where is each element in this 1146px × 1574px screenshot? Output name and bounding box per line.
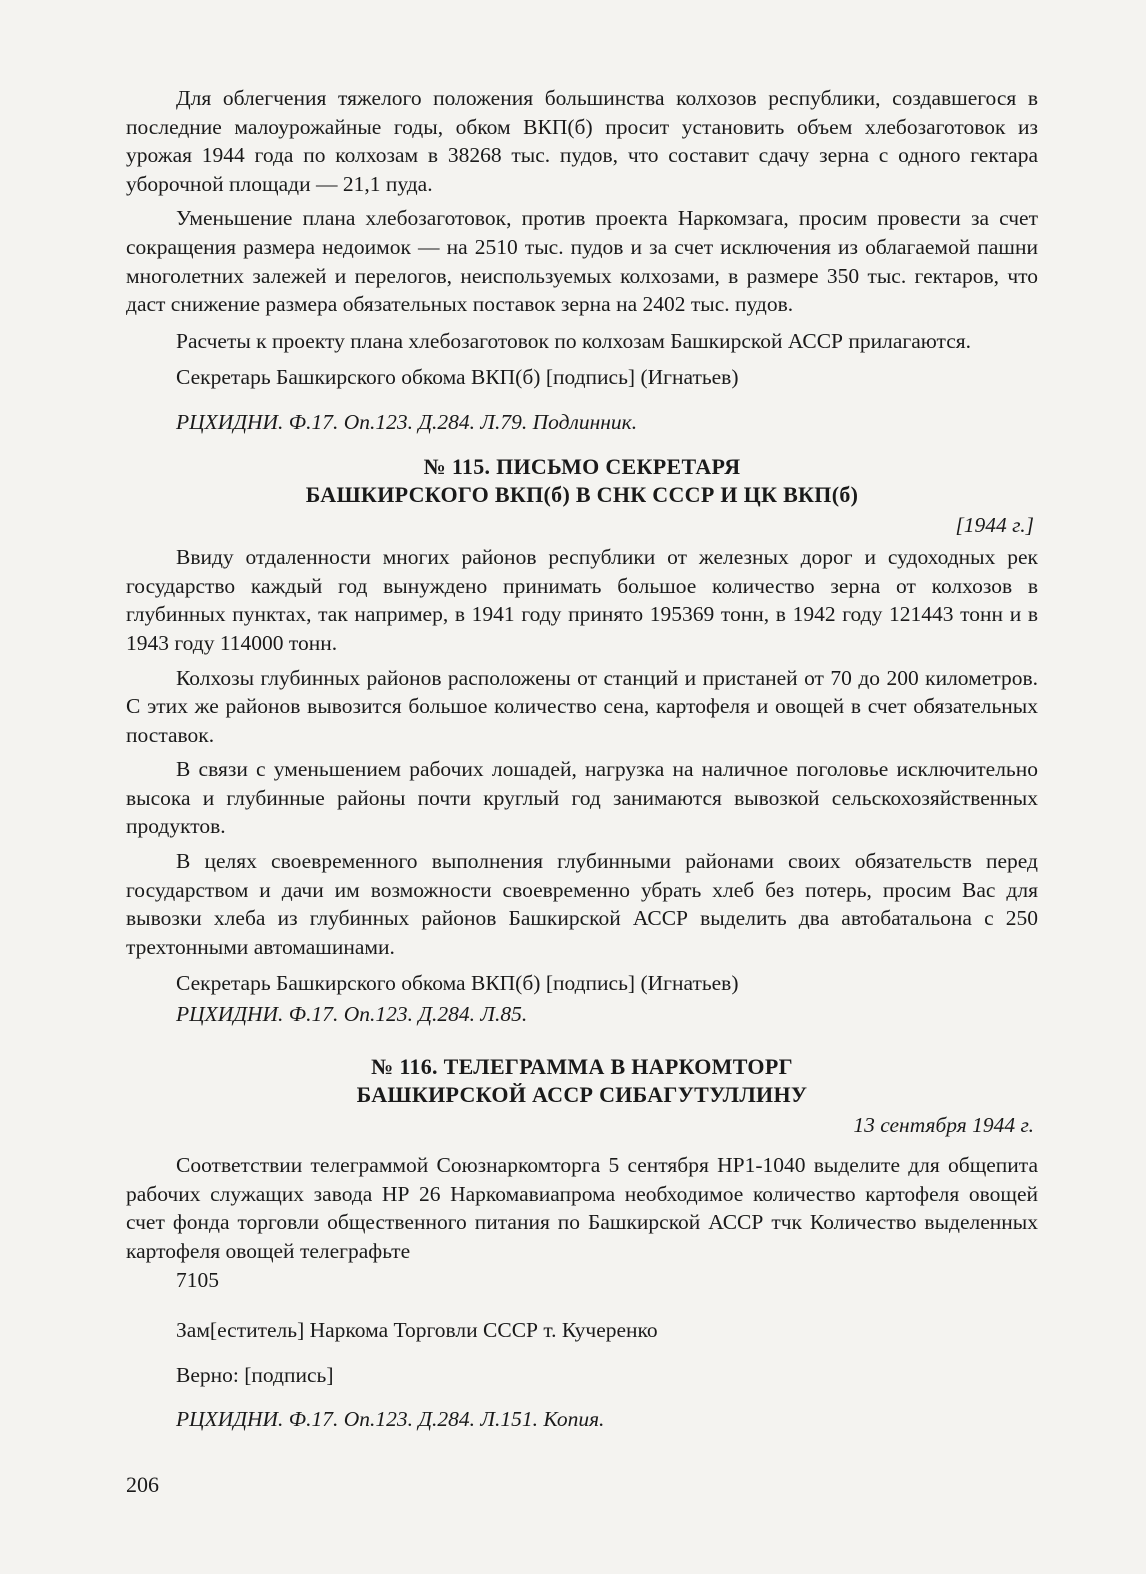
paragraph: В целях своевременного выполнения глубинными районами своих обязательств перед государством и дачи им возможности своевременно убрать хлеб без потерь, просим Вас для вывозки хлеба из глубинных районов Башкирской АССР выделить два автобатальона с 250 трехтонными автомашинами. bbox=[126, 849, 1038, 959]
page-number: 206 bbox=[126, 1472, 159, 1497]
paragraph: Для облегчения тяжелого положения большинства колхозов республики, создавшегося в последние малоурожайные годы, обком ВКП(б) просит установить объем хлебозаготовок из урожая 1944 года по колхозам в 38268 тыс. пудов, что составит сдачу зерна с одного гектара уборочной площади — 21,1 пуда. bbox=[126, 86, 1038, 196]
paragraph: Уменьшение плана хлебозаготовок, против проекта Наркомзага, просим провести за счет сокращения размера недоимок — на 2510 тыс. пудов и за счет исключения из облагаемой пашни многолетних залежей и перелогов, неиспользуемых колхозами, в размере 350 тыс. гектаров, что даст снижение размера обязательных поставок зерна на 2402 тыс. пудов. bbox=[126, 206, 1038, 317]
telegram-number: 7105 bbox=[176, 1267, 219, 1292]
document-page bbox=[126, 84, 1038, 1434]
paragraph: В связи с уменьшением рабочих лошадей, нагрузка на наличное поголовье исключительно высока и глубинные районы почти круглый год занимаются вывозкой сельскохозяйственных продуктов. bbox=[126, 757, 1038, 839]
archive-source: РЦХИДНИ. Ф.17. Оп.123. Д.284. Л.85. bbox=[176, 1002, 528, 1027]
heading-line: № 116. ТЕЛЕГРАММА В НАРКОМТОРГ bbox=[371, 1053, 793, 1079]
document-date: 13 сентября 1944 г. bbox=[853, 1112, 1034, 1137]
signature-line: Секретарь Башкирского обкома ВКП(б) [подпись] (Игнатьев) bbox=[176, 365, 739, 390]
document-heading-116 bbox=[126, 1053, 1038, 1109]
signer-line: Зам[еститель] Наркома Торговли СССР т. Кучеренко bbox=[176, 1318, 658, 1343]
heading-line: БАШКИРСКОЙ АССР СИБАГУТУЛЛИНУ bbox=[356, 1081, 808, 1107]
paragraph: Ввиду отдаленности многих районов республики от железных дорог и судоходных рек государство каждый год вынуждено принимать большое количество зерна от колхозов в глубинных пунктах, так например, в 1941 году принято 195369 тонн, в 1942 году 121443 тонн и в 1943 году 114000 тонн. bbox=[126, 545, 1038, 655]
heading-line: БАШКИРСКОГО ВКП(б) В СНК СССР И ЦК ВКП(б) bbox=[305, 481, 859, 507]
document-heading-115 bbox=[126, 453, 1038, 509]
archive-source: РЦХИДНИ. Ф.17. Оп.123. Д.284. Л.79. Подлинник. bbox=[176, 409, 638, 434]
paragraph: Расчеты к проекту плана хлебозаготовок по колхозам Башкирской АССР прилагаются. bbox=[176, 328, 972, 353]
paragraph: Колхозы глубинных районов расположены от станций и пристаней от 70 до 200 километров. С этих же районов вывозится большое количество сена, картофеля и овощей в счет обязательных поставок. bbox=[126, 665, 1038, 747]
heading-line: № 115. ПИСЬМО СЕКРЕТАРЯ bbox=[423, 453, 741, 479]
verified-line: Верно: [подпись] bbox=[176, 1362, 334, 1387]
archive-source: РЦХИДНИ. Ф.17. Оп.123. Д.284. Л.151. Копия. bbox=[176, 1407, 605, 1432]
signature-line: Секретарь Башкирского обкома ВКП(б) [подпись] (Игнатьев) bbox=[176, 971, 739, 996]
telegram-body: Соответствии телеграммой Союзнаркомторга 5 сентября НР1-1040 выделите для общепита рабочих служащих завода НР 26 Наркомавиапрома необходимое количество картофеля овощей счет фонда торговли общественного питания по Башкирской АССР тчк Количество выделенных картофеля овощей телеграфьте bbox=[126, 1153, 1038, 1263]
document-date: [1944 г.] bbox=[955, 512, 1034, 537]
